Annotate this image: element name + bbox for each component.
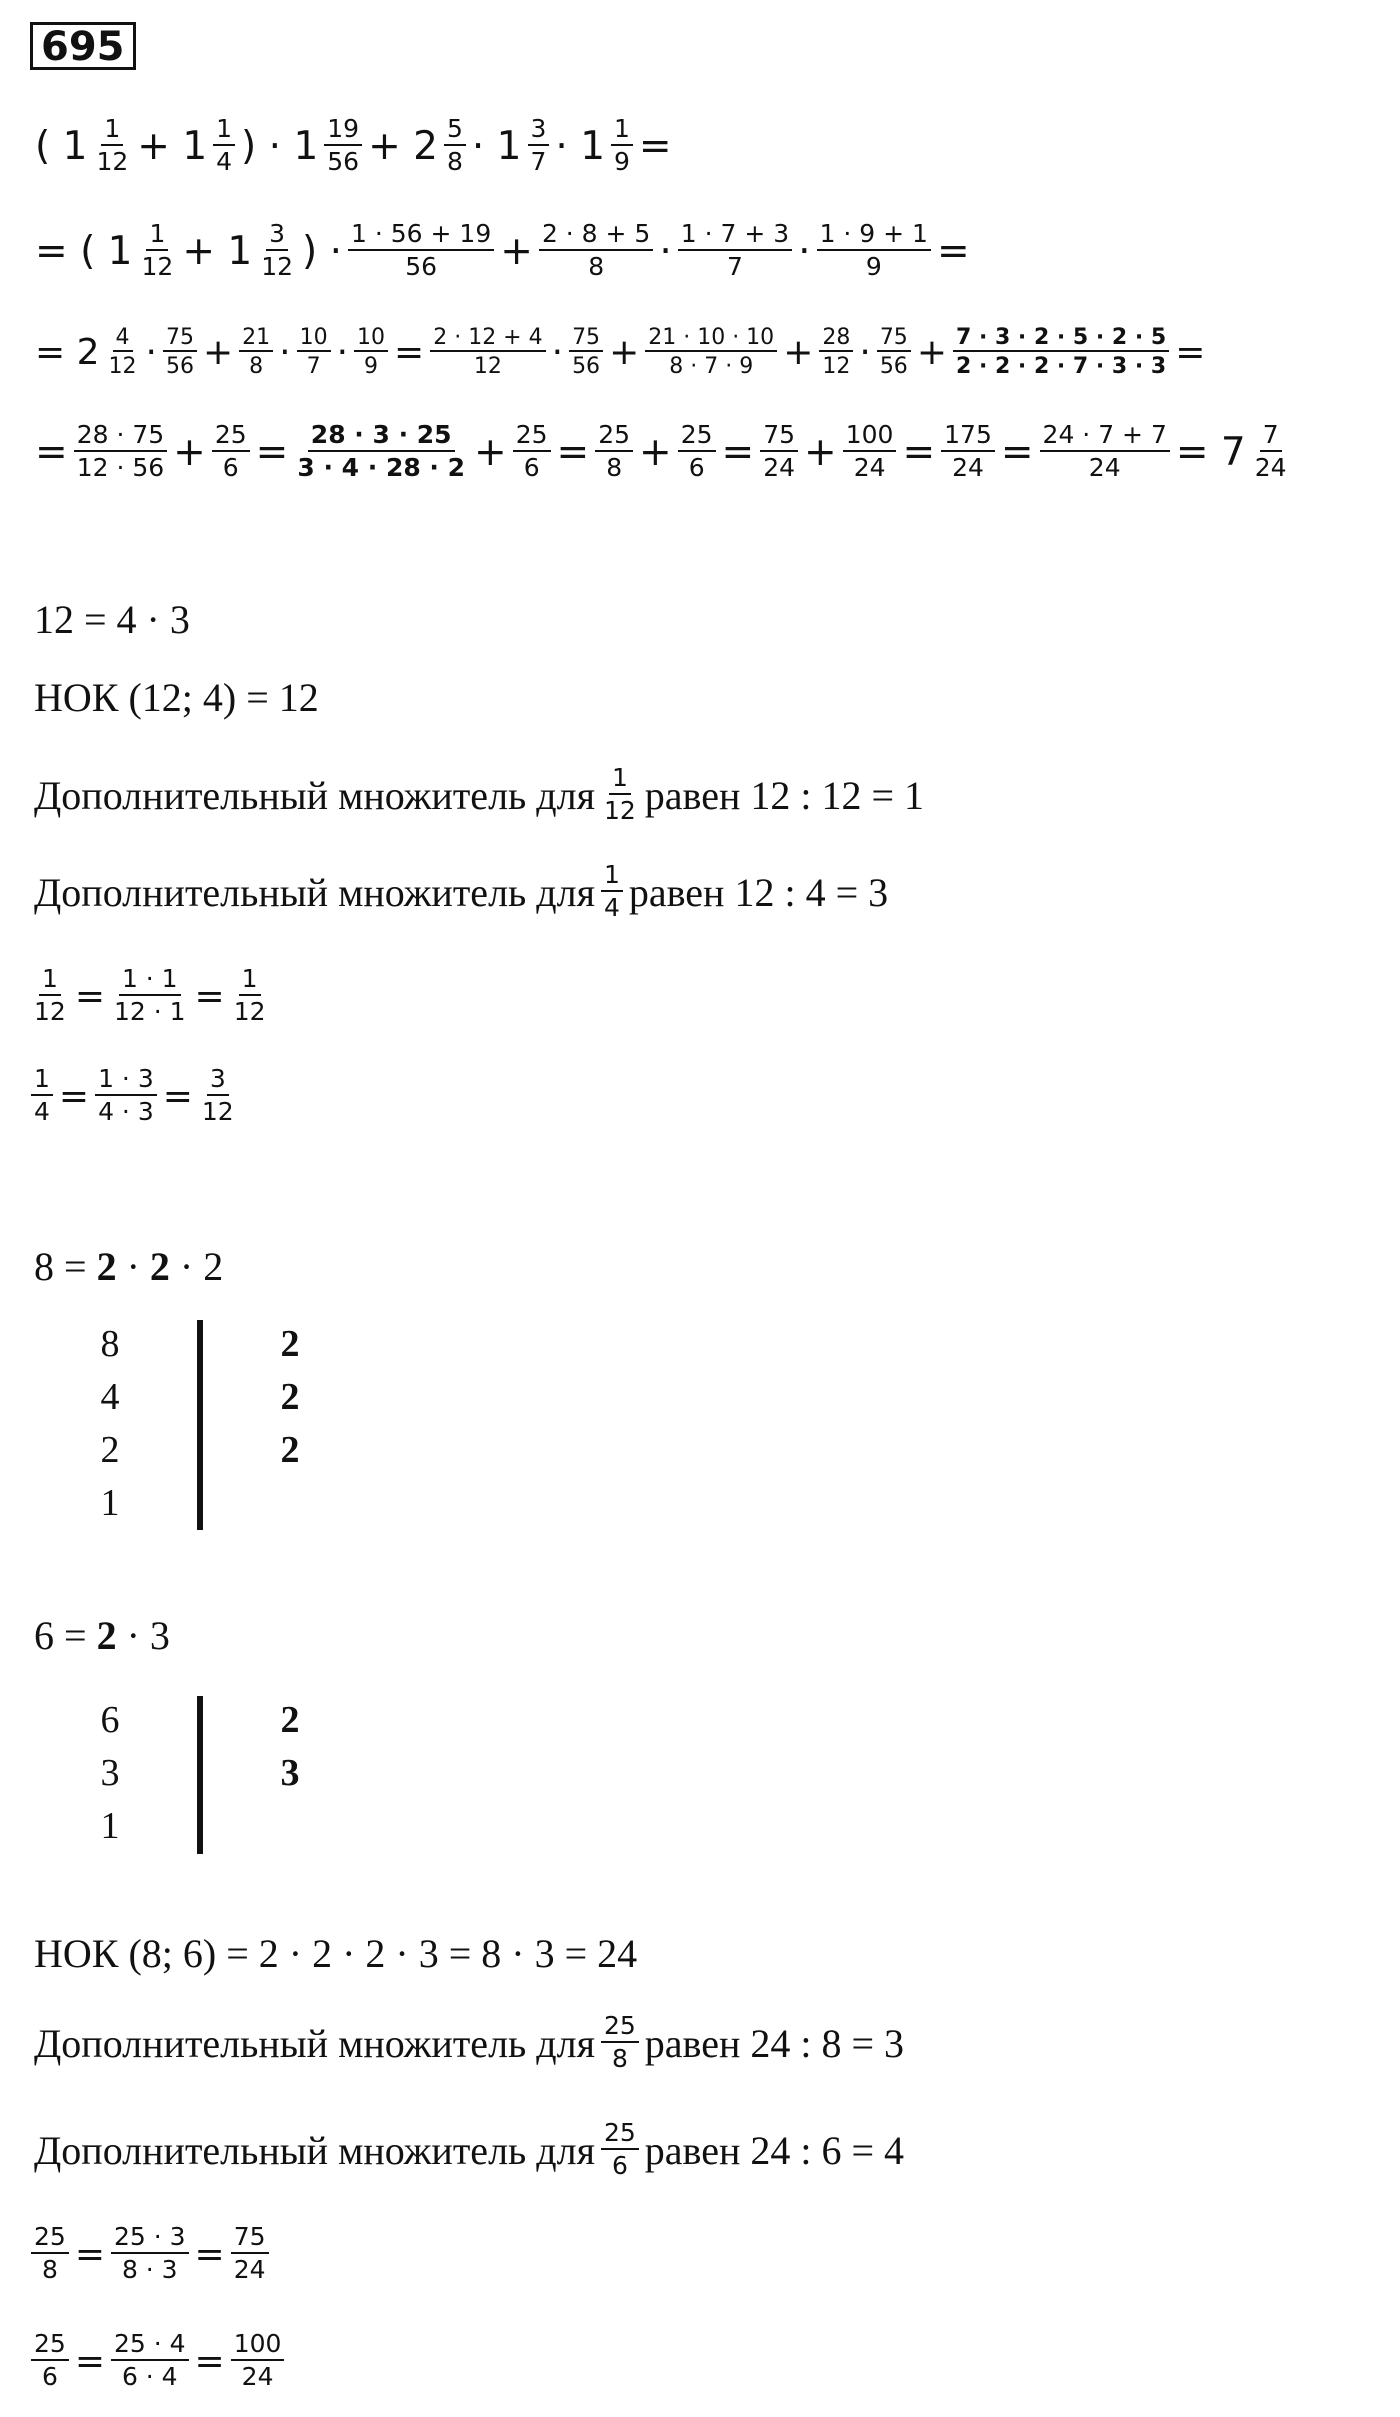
expression-token: = <box>194 975 225 1017</box>
fraction-numerator: 100 <box>843 421 897 452</box>
fraction-denominator: 7 <box>727 252 743 281</box>
expression-token: = <box>721 429 755 475</box>
factor-table-cell: 4 <box>100 1376 120 1418</box>
fraction-denominator: 8 <box>249 354 264 379</box>
problem-number-box <box>30 22 136 70</box>
fraction <box>595 421 633 483</box>
fraction <box>163 325 197 380</box>
fraction <box>569 325 603 380</box>
fraction-numerator: 1 · 7 + 3 <box>678 220 792 251</box>
fraction-denominator: 9 <box>614 147 630 176</box>
fraction-numerator: 2 · 12 + 4 <box>430 325 545 352</box>
fraction <box>31 965 69 1027</box>
expression-token: · <box>279 331 291 373</box>
fraction-denominator: 24 <box>1254 453 1287 482</box>
fraction-numerator: 1 <box>39 965 61 996</box>
fraction-denominator: 56 <box>165 354 194 379</box>
fraction-numerator: 3 <box>528 115 550 146</box>
fraction-denominator: 7 <box>530 147 547 176</box>
factor-6-text: 6 = 2 · 3 <box>34 1613 170 1658</box>
expression-token: + 2 <box>368 123 438 169</box>
extra-multiplier-3 <box>34 2003 904 2083</box>
fraction-numerator: 25 <box>601 2119 639 2150</box>
fraction <box>444 115 466 177</box>
fraction-numerator: 1 <box>101 115 123 146</box>
expression-token: = <box>255 429 289 475</box>
fraction-denominator: 7 <box>306 354 321 379</box>
fraction-numerator: 175 <box>941 421 995 452</box>
fraction-denominator: 12 <box>96 147 129 176</box>
fraction-numerator: 28 · 3 · 25 <box>308 421 455 452</box>
fraction-numerator: 75 <box>163 325 197 352</box>
extra-multiplier-3-value: 24 : 8 = 3 <box>750 2020 905 2066</box>
fraction-numerator: 4 <box>113 325 133 352</box>
fraction-numerator: 25 <box>31 2330 69 2361</box>
fraction <box>111 2223 189 2285</box>
fraction <box>348 220 494 282</box>
fraction-denominator: 12 <box>822 354 851 379</box>
fraction-denominator: 9 <box>865 252 882 281</box>
expression-token: + <box>202 331 234 373</box>
factor-table-6-right <box>260 1694 320 1800</box>
fraction-denominator: 4 <box>603 893 620 922</box>
fraction <box>294 421 468 483</box>
fraction-numerator: 1 · 56 + 19 <box>348 220 494 251</box>
fraction-numerator: 1 <box>611 115 633 146</box>
fraction-numerator: 25 <box>595 421 633 452</box>
factor-table-cell: 2 <box>100 1429 120 1471</box>
factor: 2 <box>96 1613 117 1658</box>
fraction-numerator: 5 <box>444 115 466 146</box>
fraction <box>31 1065 53 1127</box>
extra-multiplier-2-value: 12 : 4 = 3 <box>734 869 889 915</box>
expression-token: · <box>336 331 349 373</box>
factor-table-6-left <box>80 1694 140 1853</box>
fraction-numerator: 1 <box>239 965 261 996</box>
problem-number: 695 <box>30 22 136 70</box>
fraction-numerator: 1 <box>601 861 623 892</box>
fraction-numerator: 1 · 3 <box>95 1065 157 1096</box>
fraction-denominator: 56 <box>572 354 601 379</box>
factor-table-cell: 2 <box>280 1376 300 1418</box>
fraction <box>539 220 653 282</box>
fraction <box>941 421 995 483</box>
fraction-denominator: 56 <box>327 147 360 176</box>
fraction-denominator: 6 <box>611 2151 628 2180</box>
fraction <box>95 1065 157 1127</box>
expression-token: · <box>551 331 564 373</box>
extra-multiplier-1 <box>34 755 924 835</box>
expression-token: = <box>74 975 105 1017</box>
extra-multiplier-2-mid: равен <box>628 869 725 915</box>
fraction-numerator: 1 <box>31 1065 53 1096</box>
conversion-1 <box>0 955 1400 1037</box>
fraction-denominator: 6 <box>688 453 705 482</box>
extra-multiplier-4-fraction <box>601 2119 639 2181</box>
factor: 2 <box>96 1244 117 1289</box>
fraction-denominator: 56 <box>879 354 908 379</box>
expression-token: = <box>58 1075 90 1117</box>
expression-token: · <box>859 331 871 373</box>
expression-token: · 1 <box>471 123 522 169</box>
lcm-8-6 <box>34 1930 637 1977</box>
fraction-numerator: 1 <box>213 115 235 146</box>
factor: 2 <box>149 1244 170 1289</box>
extra-multiplier-3-fraction <box>601 2012 639 2074</box>
factor: 2 <box>203 1244 224 1289</box>
fraction-numerator: 2 · 8 + 5 <box>539 220 653 251</box>
fraction <box>231 2223 269 2285</box>
expression-token: = <box>936 228 970 274</box>
fraction-denominator: 24 <box>1088 453 1121 482</box>
fraction-numerator: 25 · 4 <box>111 2330 189 2361</box>
fraction-numerator: 75 <box>877 325 911 352</box>
factor-table-8-right <box>260 1318 320 1477</box>
fraction-numerator: 75 <box>231 2223 269 2254</box>
fraction-denominator: 24 <box>952 453 984 482</box>
expression-token: · <box>659 228 672 274</box>
fraction-numerator: 21 <box>239 325 273 352</box>
expression-token: = 2 <box>35 331 100 373</box>
fraction-denominator: 12 <box>233 997 266 1026</box>
fraction-numerator: 19 <box>324 115 362 146</box>
expression-token: + <box>500 228 533 274</box>
expression-token: = <box>74 2233 105 2275</box>
extra-multiplier-2-prefix: Дополнительный множитель для <box>34 869 595 915</box>
calc-line-4 <box>0 404 1400 500</box>
fraction <box>239 325 273 380</box>
fraction-numerator: 3 <box>266 220 288 251</box>
fraction <box>528 115 550 177</box>
fraction-denominator: 8 <box>611 2044 628 2073</box>
fraction-denominator: 12 <box>34 997 66 1026</box>
expression-token: = <box>556 429 590 475</box>
fraction <box>93 115 131 177</box>
expression-token: + 1 <box>182 228 253 274</box>
fraction <box>199 1065 237 1127</box>
fraction <box>611 115 633 177</box>
fraction <box>231 965 269 1027</box>
fraction-numerator: 7 · 3 · 2 · 5 · 2 · 5 <box>953 325 1169 352</box>
expression-token: = <box>74 2340 105 2382</box>
fraction-numerator: 1 <box>609 764 631 795</box>
fraction-numerator: 25 <box>601 2012 639 2043</box>
fraction <box>111 2330 189 2392</box>
extra-multiplier-4-value: 24 : 6 = 4 <box>750 2127 905 2173</box>
fraction-denominator: 8 <box>446 147 463 176</box>
factor-table-cell: 8 <box>100 1323 120 1365</box>
conversion-2 <box>0 1055 1400 1137</box>
fraction <box>258 220 296 282</box>
fraction-denominator: 6 <box>222 453 239 482</box>
fraction-numerator: 21 · 10 · 10 <box>645 325 777 352</box>
extra-multiplier-2 <box>34 852 888 932</box>
expression-token: + <box>609 331 640 373</box>
extra-multiplier-4 <box>34 2110 904 2190</box>
fraction <box>678 220 792 282</box>
fraction <box>324 115 362 177</box>
fraction-denominator: 3 · 4 · 28 · 2 <box>297 453 466 482</box>
expression-token: + <box>474 429 507 475</box>
fraction-denominator: 56 <box>405 252 438 281</box>
fraction-numerator: 25 <box>31 2223 69 2254</box>
fraction-numerator: 100 <box>231 2330 285 2361</box>
expression-token: = <box>638 123 672 169</box>
calc-line-2 <box>0 205 1400 297</box>
expression-token: = ( 1 <box>35 228 133 274</box>
fraction-denominator: 24 <box>763 453 796 482</box>
fraction-denominator: 12 <box>201 1097 234 1126</box>
factor-table-cell: 3 <box>280 1752 300 1794</box>
fraction-numerator: 25 <box>678 421 716 452</box>
factor-table-6-divider <box>197 1696 203 1854</box>
fraction-numerator: 1 · 9 + 1 <box>817 220 931 251</box>
expression-token: · 1 <box>555 123 606 169</box>
expression-token: + <box>173 429 206 475</box>
fraction-numerator: 10 <box>354 325 388 352</box>
fraction-denominator: 12 <box>141 252 174 281</box>
fraction-denominator: 12 <box>108 354 137 379</box>
factor-table-8-left <box>80 1318 140 1530</box>
fraction-denominator: 8 <box>588 252 605 281</box>
factor-table-cell: 2 <box>280 1429 300 1471</box>
extra-multiplier-3-mid: равен <box>644 2020 741 2066</box>
expression-token: + 1 <box>137 123 208 169</box>
factor-12-text: 12 = 4 · 3 <box>34 597 190 642</box>
factor-table-8-divider <box>197 1320 203 1530</box>
extra-multiplier-1-value: 12 : 12 = 1 <box>750 772 925 818</box>
factor-8-text: 8 = 2 · 2 · 2 <box>34 1244 224 1289</box>
expression-token: + <box>639 429 672 475</box>
extra-multiplier-1-mid: равен <box>644 772 741 818</box>
expression-token: · <box>798 228 811 274</box>
extra-multiplier-3-prefix: Дополнительный множитель для <box>34 2020 595 2066</box>
conversion-3 <box>0 2213 1400 2295</box>
fraction-numerator: 75 <box>569 325 603 352</box>
fraction <box>678 421 716 483</box>
fraction <box>843 421 897 483</box>
fraction-denominator: 12 <box>603 796 636 825</box>
factor: 3 <box>149 1613 170 1658</box>
fraction <box>513 421 551 483</box>
fraction-denominator: 8 <box>606 453 623 482</box>
fraction-numerator: 25 <box>212 421 250 452</box>
fraction <box>231 2330 285 2392</box>
expression-token: ( 1 <box>35 123 88 169</box>
fraction <box>760 421 798 483</box>
expression-token: = <box>35 429 68 475</box>
fraction <box>106 325 140 380</box>
fraction <box>31 2223 69 2285</box>
fraction-denominator: 24 <box>241 2362 274 2391</box>
fraction <box>819 325 853 380</box>
expression-token: · <box>145 331 157 373</box>
fraction <box>139 220 177 282</box>
fraction-numerator: 1 · 1 <box>119 965 181 996</box>
fraction-numerator: 3 <box>207 1065 229 1096</box>
extra-multiplier-4-prefix: Дополнительный множитель для <box>34 2127 595 2173</box>
fraction-denominator: 6 · 4 <box>121 2362 178 2391</box>
fraction-numerator: 25 · 3 <box>111 2223 189 2254</box>
fraction-numerator: 24 · 7 + 7 <box>1040 421 1170 452</box>
expression-token: = <box>1000 429 1034 475</box>
factor-8 <box>34 1243 223 1290</box>
fraction-denominator: 4 <box>34 1097 50 1126</box>
lcm-8-6-text: НОК (8; 6) = 2 · 2 · 2 · 3 = 8 · 3 = 24 <box>34 1931 638 1976</box>
fraction-denominator: 12 · 56 <box>76 453 165 482</box>
fraction <box>1040 421 1170 483</box>
extra-multiplier-4-mid: равен <box>644 2127 741 2173</box>
fraction <box>1252 421 1290 483</box>
fraction <box>213 115 235 177</box>
fraction-numerator: 10 <box>297 325 331 352</box>
fraction-numerator: 1 <box>146 220 168 251</box>
fraction <box>354 325 388 380</box>
fraction-denominator: 2 · 2 · 2 · 7 · 3 · 3 <box>955 354 1167 379</box>
calc-line-1 <box>0 110 1400 182</box>
lcm-12-4 <box>34 674 319 721</box>
fraction-denominator: 24 <box>233 2255 266 2284</box>
fraction-denominator: 6 <box>523 453 540 482</box>
expression-token: + <box>916 331 947 373</box>
fraction <box>74 421 167 483</box>
factor-table-cell: 6 <box>100 1699 120 1741</box>
fraction <box>212 421 250 483</box>
factor-table-cell: 3 <box>100 1752 120 1794</box>
fraction-denominator: 12 · 1 <box>113 997 186 1026</box>
extra-multiplier-2-fraction <box>601 861 623 923</box>
fraction-denominator: 4 · 3 <box>98 1097 154 1126</box>
fraction-numerator: 75 <box>760 421 798 452</box>
fraction <box>645 325 777 380</box>
fraction-denominator: 12 <box>261 252 294 281</box>
fraction-numerator: 7 <box>1260 421 1282 452</box>
calc-line-3 <box>0 308 1400 396</box>
expression-token: ) · 1 <box>241 123 319 169</box>
expression-token: ) · <box>302 228 343 274</box>
fraction-denominator: 8 <box>41 2255 58 2284</box>
factor-12 <box>34 596 190 643</box>
expression-token: = 7 <box>1175 429 1246 475</box>
fraction <box>297 325 331 380</box>
expression-token: + <box>783 331 814 373</box>
extra-multiplier-1-prefix: Дополнительный множитель для <box>34 772 595 818</box>
factor-table-cell: 2 <box>280 1699 300 1741</box>
expression-token: + <box>804 429 837 475</box>
extra-multiplier-1-fraction <box>601 764 639 826</box>
fraction-numerator: 28 <box>819 325 853 352</box>
expression-token: = <box>194 2340 225 2382</box>
fraction-denominator: 24 <box>853 453 886 482</box>
fraction-denominator: 8 · 7 · 9 <box>669 354 754 379</box>
fraction-denominator: 8 · 3 <box>121 2255 178 2284</box>
expression-token: = <box>162 1075 193 1117</box>
fraction <box>877 325 911 380</box>
fraction <box>31 2330 69 2392</box>
expression-token: = <box>394 331 425 373</box>
fraction-denominator: 12 <box>473 354 502 379</box>
factor-table-cell: 2 <box>280 1323 300 1365</box>
expression-token: = <box>194 2233 225 2275</box>
fraction <box>111 965 189 1027</box>
fraction-numerator: 25 <box>513 421 551 452</box>
lcm-12-4-text: НОК (12; 4) = 12 <box>34 675 319 720</box>
fraction-denominator: 9 <box>364 354 379 379</box>
fraction-denominator: 6 <box>41 2362 58 2391</box>
conversion-4 <box>0 2320 1400 2402</box>
factor-table-cell: 1 <box>100 1482 120 1524</box>
expression-token: = <box>902 429 936 475</box>
expression-token: = <box>1175 331 1206 373</box>
fraction <box>817 220 931 282</box>
factor-table-cell: 1 <box>100 1805 120 1847</box>
fraction-numerator: 28 · 75 <box>74 421 167 452</box>
fraction <box>430 325 545 380</box>
factor-6 <box>34 1612 170 1659</box>
fraction <box>953 325 1169 380</box>
fraction-denominator: 4 <box>216 147 233 176</box>
